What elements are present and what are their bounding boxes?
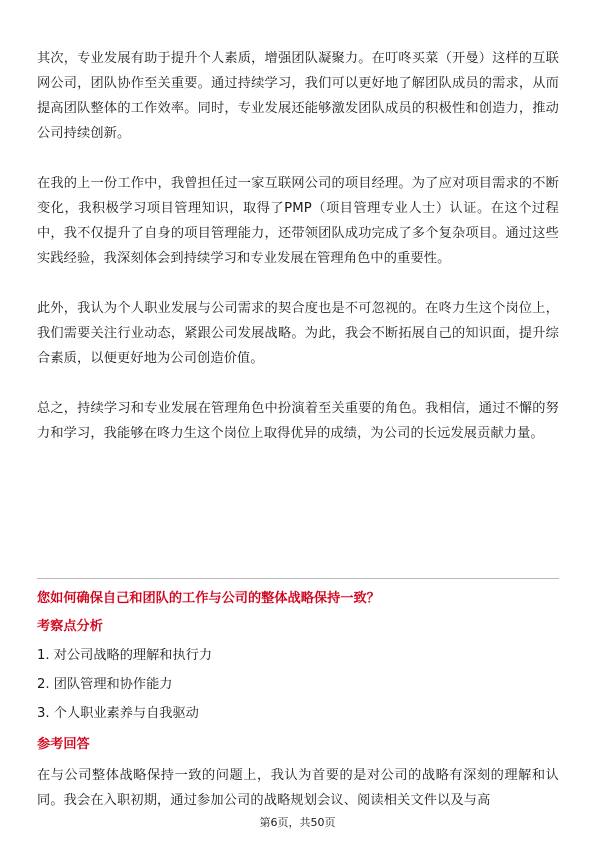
section-divider: [37, 578, 559, 579]
analysis-point: 3. 个人职业素养与自我驱动: [37, 706, 199, 721]
answer-paragraph: 在与公司整体战略保持一致的问题上，我认为首要的是对公司的战略有深刻的理解和认同。我会在入职初期，通过参加公司的战略规划会议、阅读相关文件以及与高: [37, 768, 559, 808]
body-text: [37, 46, 559, 446]
analysis-point: 1. 对公司战略的理解和执行力: [37, 648, 213, 663]
analysis-points-list: [37, 641, 559, 728]
paragraph-conclusion: 总之，持续学习和专业发展在管理角色中扮演着至关重要的角色。我相信，通过不懈的努力和学习，我能够在咚力生这个岗位上取得优异的成绩，为公司的长远发展贡献力量。: [37, 401, 559, 441]
paragraph-project-manager-experience: 在我的上一份工作中，我曾担任过一家互联网公司的项目经理。为了应对项目需求的不断变化，我积极学习项目管理知识，取得了PMP（项目管理专业人士）认证。在这个过程中，我不仅提升了自身的项目管理能力，还带领团队成功完成了多个复杂项目。通过这些实践经验，我深刻体会到持续学习和专业发展在管理角色中的重要性。: [37, 176, 559, 266]
answer-body: [37, 763, 559, 813]
paragraph-professional-growth: 其次，专业发展有助于提升个人素质，增强团队凝聚力。在叮咚买菜（开曼）这样的互联网公司，团队协作至关重要。通过持续学习，我们可以更好地了解团队成员的需求，从而提高团队整体的工作效率。同时，专业发展还能够激发团队成员的积极性和创造力，推动公司持续创新。: [37, 51, 559, 141]
page-footer: 第6页，共50页: [259, 816, 336, 829]
interview-question: 您如何确保自己和团队的工作与公司的整体战略保持一致？: [37, 591, 380, 606]
analysis-point: 2. 团队管理和协作能力: [37, 677, 173, 692]
answer-heading: 参考回答: [37, 737, 90, 752]
analysis-heading: 考察点分析: [37, 619, 103, 634]
paragraph-career-fit: 此外，我认为个人职业发展与公司需求的契合度也是不可忽视的。在咚力生这个岗位上，我们需要关注行业动态，紧跟公司发展战略。为此，我会不断拓展自己的知识面，提升综合素质，以便更好地为公司创造价值。: [37, 301, 559, 366]
